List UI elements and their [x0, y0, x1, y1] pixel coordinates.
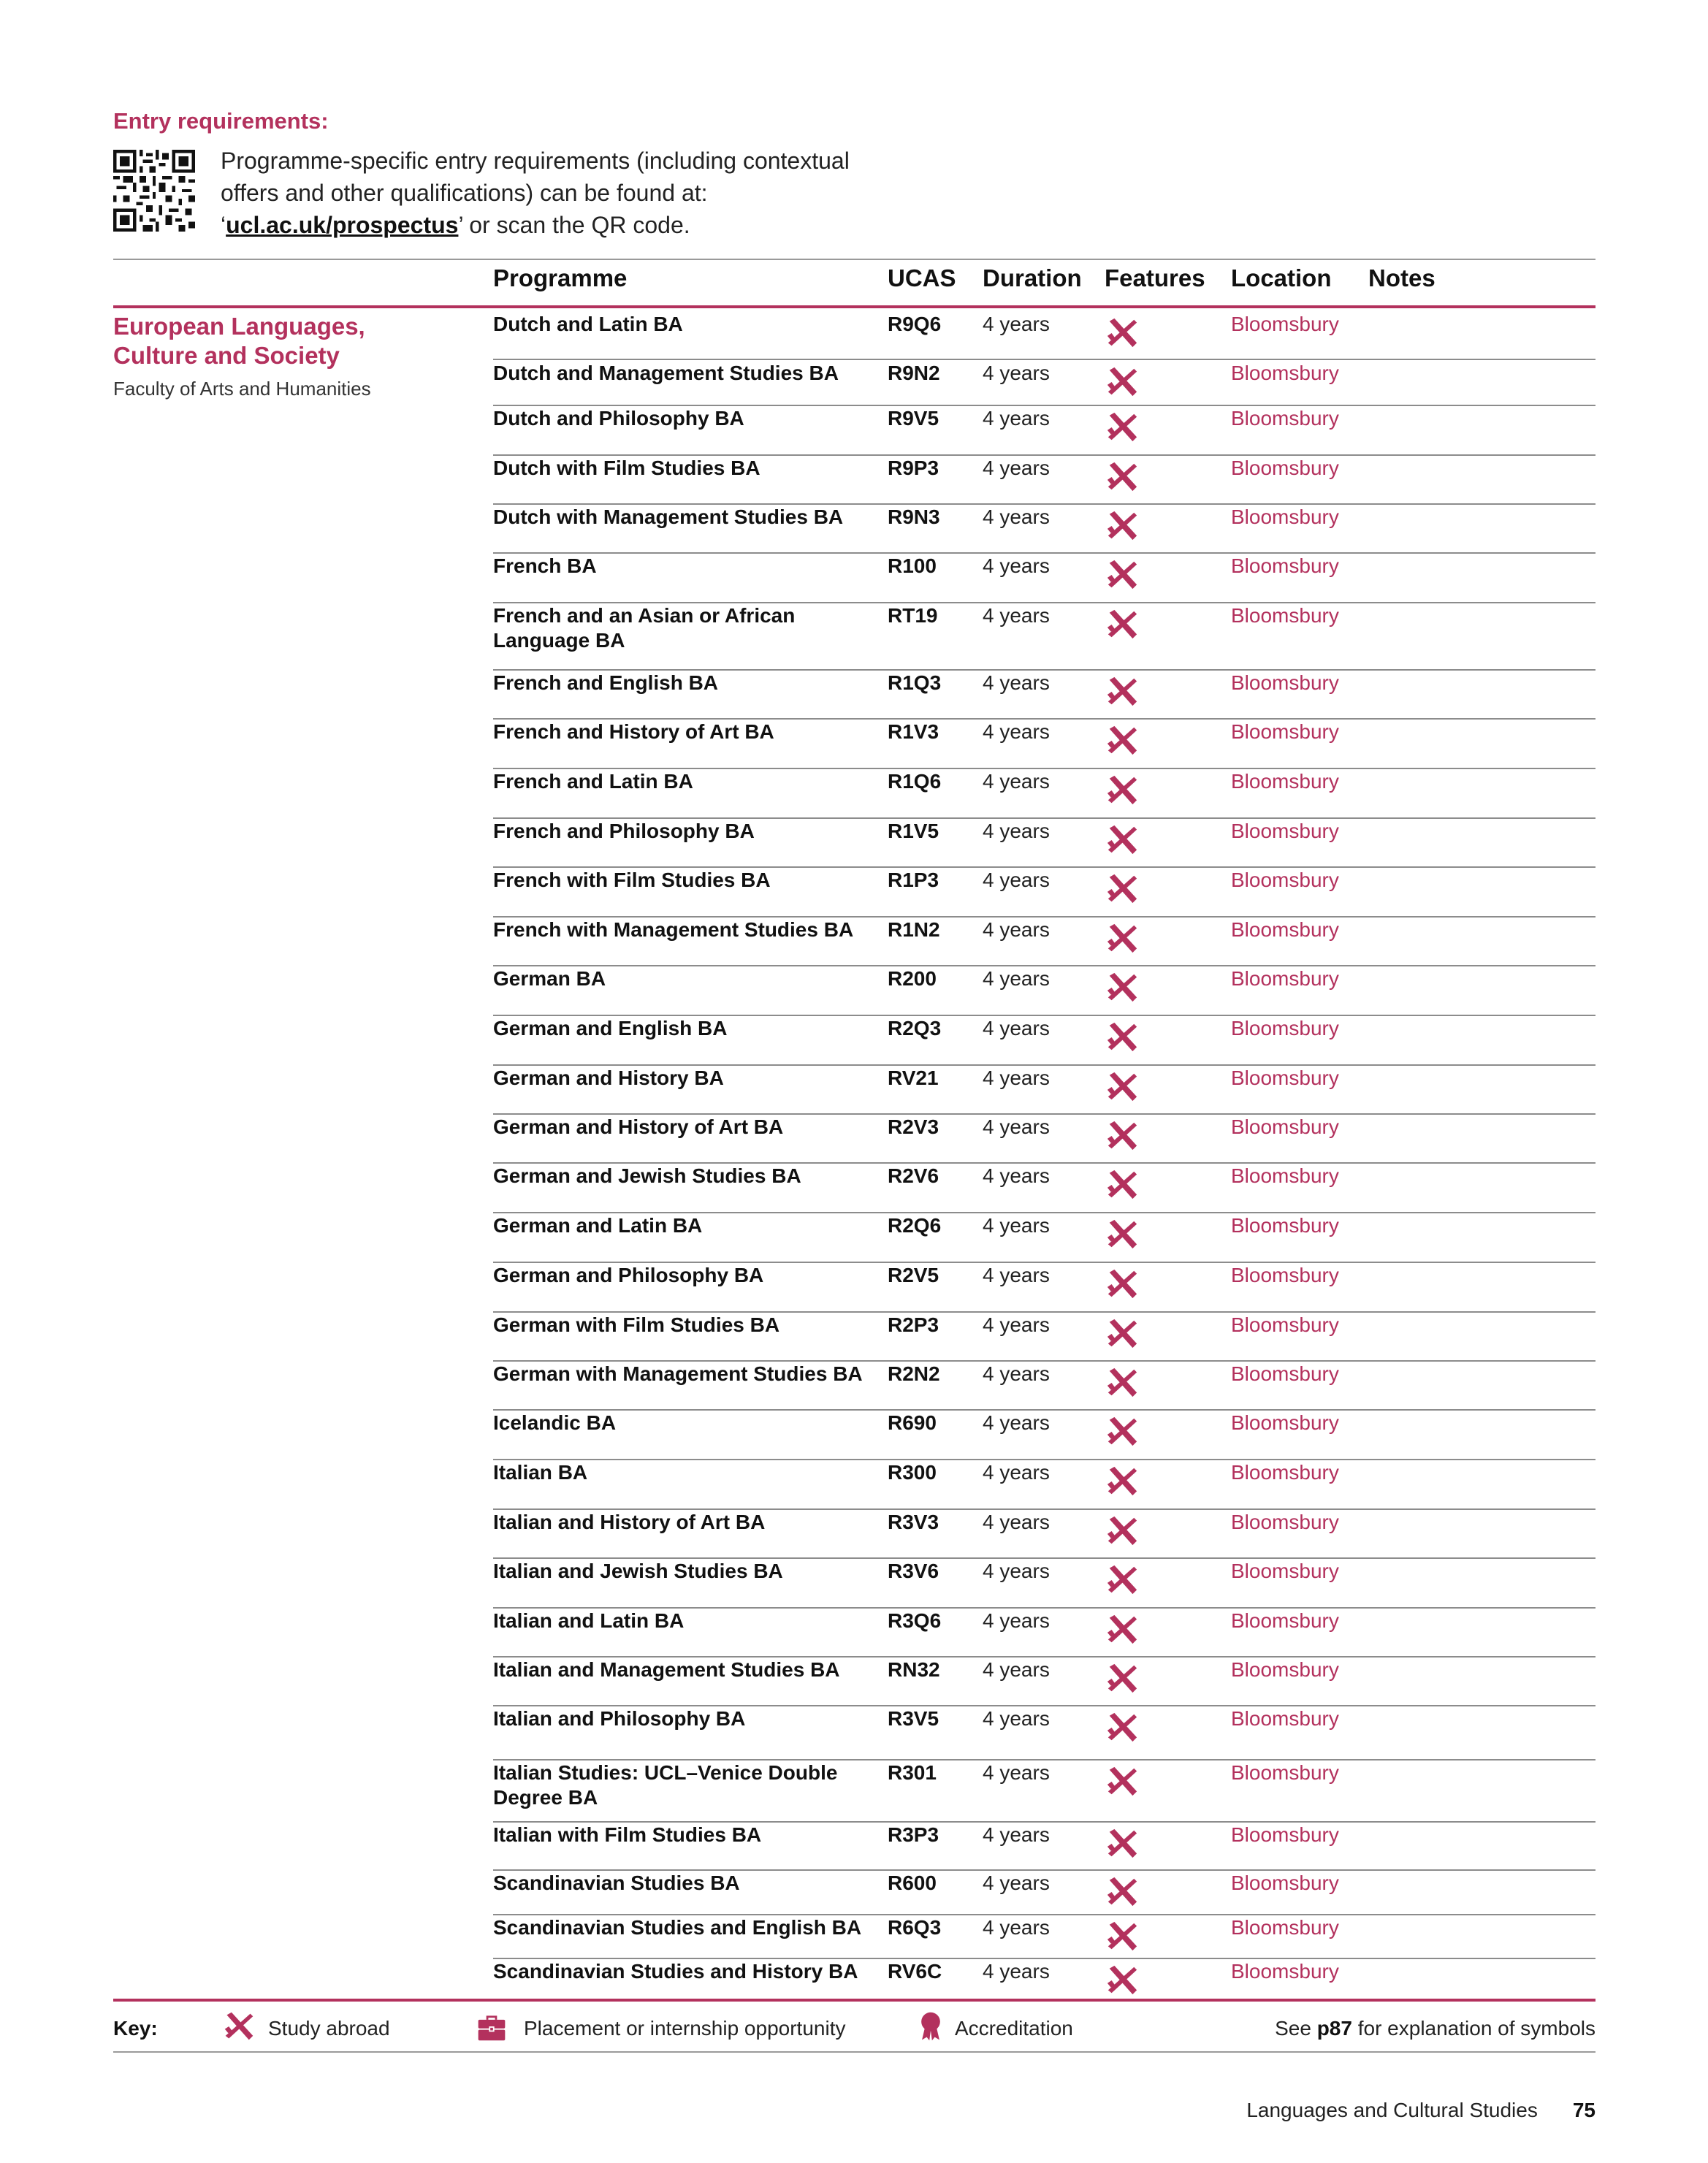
programme-name[interactable]: Icelandic BA — [493, 1411, 617, 1434]
feature-study-abroad — [1105, 1119, 1139, 1153]
header-ucas: UCAS — [888, 264, 956, 291]
duration: 4 years — [983, 1960, 1050, 1983]
location: Bloomsbury — [1231, 1823, 1339, 1846]
feature-study-abroad — [1105, 1070, 1139, 1104]
programme-name[interactable]: German with Film Studies BA — [493, 1313, 780, 1336]
top-divider — [113, 259, 1595, 260]
plane-icon — [1105, 1415, 1139, 1449]
key-top-divider — [113, 1999, 1595, 2002]
programme-name[interactable]: Dutch and Management Studies BA — [493, 362, 839, 384]
feature-study-abroad — [1105, 1563, 1139, 1597]
duration: 4 years — [983, 554, 1050, 577]
ucas-code: R3V6 — [888, 1560, 939, 1582]
ucas-code: R100 — [888, 554, 937, 577]
faculty-name: Faculty of Arts and Humanities — [113, 378, 371, 400]
plane-icon — [1105, 971, 1139, 1004]
ucas-code: R2V6 — [888, 1164, 939, 1187]
ucas-code: R1P3 — [888, 869, 939, 891]
feature-study-abroad — [1105, 774, 1139, 807]
programme-name[interactable]: Italian and Philosophy BA — [493, 1707, 746, 1730]
feature-study-abroad — [1105, 1317, 1139, 1351]
duration: 4 years — [983, 1511, 1050, 1533]
duration: 4 years — [983, 506, 1050, 528]
duration: 4 years — [983, 869, 1050, 891]
feature-study-abroad — [1105, 608, 1139, 641]
feature-study-abroad — [1105, 922, 1139, 955]
duration: 4 years — [983, 671, 1050, 694]
location: Bloomsbury — [1231, 1916, 1339, 1939]
location: Bloomsbury — [1231, 313, 1339, 335]
ucas-code: R300 — [888, 1461, 937, 1484]
plane-icon — [1105, 1827, 1139, 1861]
programme-name[interactable]: French with Film Studies BA — [493, 869, 771, 891]
programme-name[interactable]: Italian BA — [493, 1461, 588, 1484]
programme-name[interactable]: German and Latin BA — [493, 1214, 703, 1237]
location: Bloomsbury — [1231, 1761, 1339, 1784]
feature-study-abroad — [1105, 1514, 1139, 1548]
key-bottom-divider — [113, 2051, 1595, 2053]
programme-name[interactable]: French and History of Art BA — [493, 720, 774, 743]
ucas-code: R2N2 — [888, 1362, 940, 1385]
programme-name[interactable]: Italian with Film Studies BA — [493, 1823, 762, 1846]
duration: 4 years — [983, 967, 1050, 990]
location: Bloomsbury — [1231, 604, 1339, 627]
duration: 4 years — [983, 313, 1050, 335]
ucas-code: R9Q6 — [888, 313, 942, 335]
location: Bloomsbury — [1231, 1707, 1339, 1730]
ucas-code: R1V3 — [888, 720, 939, 743]
location: Bloomsbury — [1231, 1164, 1339, 1187]
page-footer — [1246, 2099, 1595, 2122]
header-divider — [113, 305, 1595, 308]
feature-study-abroad — [1105, 460, 1139, 494]
plane-icon — [1105, 724, 1139, 758]
programme-name[interactable]: Italian and History of Art BA — [493, 1511, 766, 1533]
feature-study-abroad — [1105, 675, 1139, 709]
location: Bloomsbury — [1231, 1461, 1339, 1484]
plane-icon — [1105, 558, 1139, 592]
location: Bloomsbury — [1231, 1411, 1339, 1434]
ucas-code: R2Q6 — [888, 1214, 942, 1237]
feature-study-abroad — [1105, 823, 1139, 857]
duration: 4 years — [983, 1823, 1050, 1846]
location: Bloomsbury — [1231, 554, 1339, 577]
duration: 4 years — [983, 1411, 1050, 1434]
ucas-code: R3Q6 — [888, 1609, 942, 1632]
plane-icon — [1105, 1613, 1139, 1647]
location: Bloomsbury — [1231, 1362, 1339, 1385]
location: Bloomsbury — [1231, 770, 1339, 793]
plane-icon — [1105, 1920, 1139, 1953]
duration: 4 years — [983, 1707, 1050, 1730]
ucas-code: RV6C — [888, 1960, 942, 1983]
programme-name[interactable]: Scandinavian Studies BA — [493, 1872, 740, 1894]
header-features: Features — [1105, 264, 1205, 291]
feature-study-abroad — [1105, 1765, 1139, 1798]
ucas-code: R690 — [888, 1411, 937, 1434]
plane-icon — [1105, 1021, 1139, 1054]
duration: 4 years — [983, 1916, 1050, 1939]
location: Bloomsbury — [1231, 457, 1339, 479]
ucas-code: R3V5 — [888, 1707, 939, 1730]
plane-icon — [1105, 1514, 1139, 1548]
feature-study-abroad — [1105, 1875, 1139, 1909]
location: Bloomsbury — [1231, 1115, 1339, 1138]
ucas-code: R301 — [888, 1761, 937, 1784]
programme-name[interactable]: French and Philosophy BA — [493, 820, 755, 842]
programme-name[interactable]: French and English BA — [493, 671, 719, 694]
location: Bloomsbury — [1231, 1067, 1339, 1089]
location: Bloomsbury — [1231, 1214, 1339, 1237]
plane-icon — [1105, 823, 1139, 857]
duration: 4 years — [983, 1560, 1050, 1582]
feature-study-abroad — [1105, 1218, 1139, 1251]
ucas-code: R1Q6 — [888, 770, 942, 793]
plane-icon — [1105, 1711, 1139, 1744]
briefcase-icon — [476, 2010, 508, 2042]
header-notes: Notes — [1368, 264, 1436, 291]
duration: 4 years — [983, 1761, 1050, 1784]
footer-section: Languages and Cultural Studies — [1246, 2099, 1538, 2121]
key-see-page[interactable]: p87 — [1316, 2017, 1352, 2040]
programme-name[interactable]: Dutch and Philosophy BA — [493, 407, 744, 430]
feature-study-abroad — [1105, 1964, 1139, 1997]
duration: 4 years — [983, 770, 1050, 793]
header-programme: Programme — [493, 264, 628, 291]
feature-study-abroad — [1105, 1366, 1139, 1400]
programme-name[interactable]: Dutch with Management Studies BA — [493, 506, 844, 528]
plane-icon — [1105, 316, 1139, 350]
programme-name[interactable]: German BA — [493, 967, 606, 990]
ucas-code: R9P3 — [888, 457, 939, 479]
section-title: European Languages, Culture and Society — [113, 313, 365, 369]
feature-study-abroad — [1105, 1827, 1139, 1861]
ucas-code: R2P3 — [888, 1313, 939, 1336]
programme-name[interactable]: French with Management Studies BA — [493, 918, 854, 941]
entry-text-after: ’ or scan the QR code. — [458, 212, 690, 238]
ucas-code: R2V3 — [888, 1115, 939, 1138]
plane-icon — [1105, 872, 1139, 906]
programme-name[interactable]: Scandinavian Studies and English BA — [493, 1916, 862, 1939]
feature-study-abroad — [1105, 1465, 1139, 1498]
location: Bloomsbury — [1231, 1313, 1339, 1336]
duration: 4 years — [983, 1214, 1050, 1237]
plane-icon — [1105, 411, 1139, 444]
programme-name[interactable]: Scandinavian Studies and History BA — [493, 1960, 858, 1983]
feature-study-abroad — [1105, 509, 1139, 543]
location: Bloomsbury — [1231, 506, 1339, 528]
duration: 4 years — [983, 1017, 1050, 1039]
header-location: Location — [1231, 264, 1332, 291]
duration: 4 years — [983, 1461, 1050, 1484]
location: Bloomsbury — [1231, 1560, 1339, 1582]
location: Bloomsbury — [1231, 720, 1339, 743]
plane-icon — [1105, 1662, 1139, 1695]
location: Bloomsbury — [1231, 869, 1339, 891]
ucas-code: R2Q3 — [888, 1017, 942, 1039]
location: Bloomsbury — [1231, 967, 1339, 990]
plane-icon — [1105, 1765, 1139, 1798]
plane-icon — [1105, 1563, 1139, 1597]
entry-requirements-text — [221, 145, 878, 241]
key-label: Key: — [113, 2017, 158, 2040]
duration: 4 years — [983, 1658, 1050, 1681]
qr-code-icon[interactable] — [113, 150, 195, 232]
plane-icon — [1105, 1267, 1139, 1301]
key-explanation — [1275, 2017, 1595, 2040]
programme-name[interactable]: French BA — [493, 554, 597, 577]
location: Bloomsbury — [1231, 1960, 1339, 1983]
programme-name[interactable]: French and Latin BA — [493, 770, 693, 793]
programme-name[interactable]: Italian Studies: UCL–Venice Double Degree BA — [493, 1761, 838, 1809]
duration: 4 years — [983, 604, 1050, 627]
duration: 4 years — [983, 1362, 1050, 1385]
plane-icon — [1105, 1119, 1139, 1153]
programme-name[interactable]: Italian and Jewish Studies BA — [493, 1560, 783, 1582]
duration: 4 years — [983, 918, 1050, 941]
location: Bloomsbury — [1231, 1872, 1339, 1894]
duration: 4 years — [983, 720, 1050, 743]
plane-icon — [1105, 1168, 1139, 1202]
duration: 4 years — [983, 1264, 1050, 1286]
feature-study-abroad — [1105, 1267, 1139, 1301]
ucas-code: R9N3 — [888, 506, 940, 528]
location: Bloomsbury — [1231, 1017, 1339, 1039]
location: Bloomsbury — [1231, 671, 1339, 694]
feature-study-abroad — [1105, 1613, 1139, 1647]
key-placement: Placement or internship opportunity — [524, 2017, 846, 2040]
ucas-code: RV21 — [888, 1067, 939, 1089]
location: Bloomsbury — [1231, 1511, 1339, 1533]
plane-icon — [1105, 774, 1139, 807]
plane-icon — [1105, 1875, 1139, 1909]
programme-name[interactable]: German with Management Studies BA — [493, 1362, 863, 1385]
feature-study-abroad — [1105, 1168, 1139, 1202]
feature-study-abroad — [1105, 724, 1139, 758]
location: Bloomsbury — [1231, 1609, 1339, 1632]
programme-name[interactable]: Dutch and Latin BA — [493, 313, 683, 335]
duration: 4 years — [983, 1115, 1050, 1138]
duration: 4 years — [983, 362, 1050, 384]
feature-study-abroad — [1105, 558, 1139, 592]
ucas-code: R1N2 — [888, 918, 940, 941]
location: Bloomsbury — [1231, 1264, 1339, 1286]
ucas-code: R9V5 — [888, 407, 939, 430]
duration: 4 years — [983, 1313, 1050, 1336]
ucas-code: R6Q3 — [888, 1916, 942, 1939]
programme-name[interactable]: French and an Asian or African Language BA — [493, 604, 796, 652]
key-study-abroad: Study abroad — [268, 2017, 390, 2040]
location: Bloomsbury — [1231, 362, 1339, 384]
plane-icon — [1105, 1070, 1139, 1104]
ucas-code: R1Q3 — [888, 671, 942, 694]
duration: 4 years — [983, 457, 1050, 479]
programme-name[interactable]: Dutch with Film Studies BA — [493, 457, 760, 479]
key-see-prefix: See — [1275, 2017, 1317, 2040]
programme-name[interactable]: German and Philosophy BA — [493, 1264, 764, 1286]
header-duration: Duration — [983, 264, 1082, 291]
key-see-suffix: for explanation of symbols — [1351, 2017, 1595, 2040]
row-divider — [493, 359, 1595, 360]
feature-study-abroad — [1105, 1415, 1139, 1449]
entry-text-before: Programme-specific entry requirements (including contextual offers and other qualifications) can be found at: ‘ — [221, 148, 850, 238]
prospectus-link[interactable]: ucl.ac.uk/prospectus — [226, 212, 459, 238]
feature-study-abroad — [1105, 411, 1139, 444]
plane-icon — [1105, 608, 1139, 641]
duration: 4 years — [983, 1872, 1050, 1894]
duration: 4 years — [983, 1609, 1050, 1632]
ucas-code: R200 — [888, 967, 937, 990]
location: Bloomsbury — [1231, 1658, 1339, 1681]
location: Bloomsbury — [1231, 820, 1339, 842]
plane-icon — [1105, 675, 1139, 709]
programme-name[interactable]: Italian and Latin BA — [493, 1609, 685, 1632]
plane-icon — [1105, 1366, 1139, 1400]
programme-name[interactable]: German and Jewish Studies BA — [493, 1164, 801, 1187]
feature-study-abroad — [1105, 316, 1139, 350]
ucas-code: R600 — [888, 1872, 937, 1894]
ucas-code: R3V3 — [888, 1511, 939, 1533]
feature-study-abroad — [1105, 1711, 1139, 1744]
ucas-code: R1V5 — [888, 820, 939, 842]
plane-icon — [1105, 1465, 1139, 1498]
feature-study-abroad — [1105, 1021, 1139, 1054]
duration: 4 years — [983, 1067, 1050, 1089]
plane-icon — [1105, 922, 1139, 955]
plane-icon — [1105, 365, 1139, 399]
duration: 4 years — [983, 820, 1050, 842]
duration: 4 years — [983, 407, 1050, 430]
feature-study-abroad — [1105, 1920, 1139, 1953]
location: Bloomsbury — [1231, 918, 1339, 941]
duration: 4 years — [983, 1164, 1050, 1187]
plane-icon — [1105, 460, 1139, 494]
ucas-code: RN32 — [888, 1658, 940, 1681]
feature-study-abroad — [1105, 971, 1139, 1004]
plane-icon — [223, 2010, 255, 2042]
programme-name[interactable]: German and English BA — [493, 1017, 728, 1039]
programme-name[interactable]: German and History BA — [493, 1067, 724, 1089]
key-accreditation: Accreditation — [955, 2017, 1073, 2040]
feature-study-abroad — [1105, 1662, 1139, 1695]
ucas-code: RT19 — [888, 604, 938, 627]
plane-icon — [1105, 1317, 1139, 1351]
location: Bloomsbury — [1231, 407, 1339, 430]
feature-study-abroad — [1105, 872, 1139, 906]
programme-name[interactable]: Italian and Management Studies BA — [493, 1658, 840, 1681]
plane-icon — [1105, 509, 1139, 543]
ucas-code: R3P3 — [888, 1823, 939, 1846]
plane-icon — [1105, 1218, 1139, 1251]
plane-icon — [1105, 1964, 1139, 1997]
programme-name[interactable]: German and History of Art BA — [493, 1115, 784, 1138]
ucas-code: R2V5 — [888, 1264, 939, 1286]
rosette-icon — [915, 2010, 947, 2042]
feature-study-abroad — [1105, 365, 1139, 399]
page-number: 75 — [1572, 2099, 1595, 2121]
ucas-code: R9N2 — [888, 362, 940, 384]
entry-requirements-heading: Entry requirements: — [113, 108, 329, 134]
